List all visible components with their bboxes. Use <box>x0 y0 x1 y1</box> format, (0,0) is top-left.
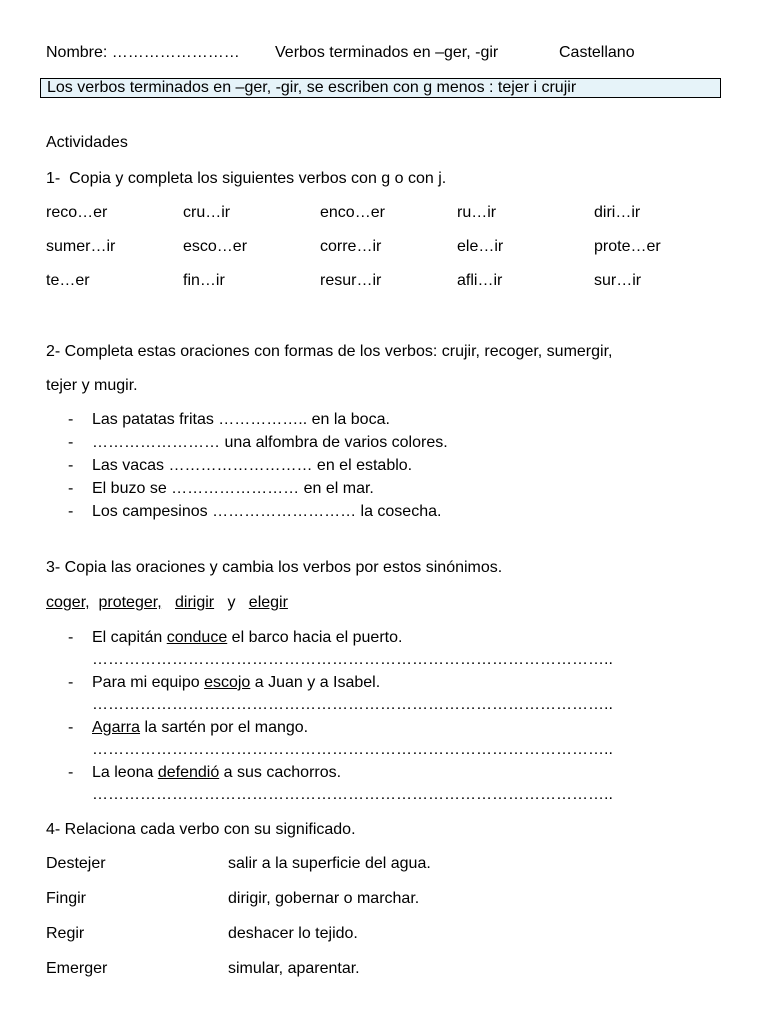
sentence-before: La leona <box>92 764 158 781</box>
sentence-before: Para mi equipo <box>92 674 205 691</box>
verb-term: Fingir <box>46 890 87 907</box>
sentence-before: El capitán <box>92 629 167 646</box>
subject-label: Castellano <box>559 44 635 61</box>
rule-box: Los verbos terminados en –ger, -gir, se escriben con g menos : tejer i crujir <box>40 78 721 98</box>
verb-blank-item: enco…er <box>320 204 385 221</box>
verb-blank-item: te…er <box>46 272 90 289</box>
worksheet-title: Verbos terminados en –ger, -gir <box>275 44 499 61</box>
list-bullet: - <box>68 480 74 497</box>
dotted-answer-line: …………………………………………………………………………………….. <box>92 786 613 803</box>
verb-term: Regir <box>46 925 85 942</box>
verb-blank-item: prote…er <box>594 238 661 255</box>
activity-2-instruction-line1: 2- Completa estas oraciones con formas de los verbos: crujir, recoger, sumergir, <box>46 343 613 360</box>
activity-1-instruction <box>46 169 446 189</box>
sentence-item <box>92 628 402 648</box>
sentence-item: …………………… una alfombra de varios colores. <box>92 434 448 451</box>
verb-blank-item: cru…ir <box>183 204 231 221</box>
verb-blank-item: sur…ir <box>594 272 642 289</box>
sentence-item <box>92 673 380 693</box>
underlined-verb: escojo <box>204 674 251 691</box>
synonym-word: elegir <box>248 594 288 611</box>
underlined-verb: conduce <box>166 629 228 646</box>
sentence-item: Los campesinos ……………………… la cosecha. <box>92 503 442 520</box>
list-bullet: - <box>68 503 74 520</box>
list-bullet: - <box>68 629 74 646</box>
synonym-connector: y <box>227 594 236 611</box>
activity-1-text: Copia y completa los siguientes verbos con g o con j. <box>69 170 447 187</box>
verb-blank-item: reco…er <box>46 204 108 221</box>
activities-heading: Actividades <box>46 134 128 151</box>
verb-blank-item: resur…ir <box>320 272 382 289</box>
list-bullet: - <box>68 719 74 736</box>
sentence-after: la sartén por el mango. <box>140 719 309 736</box>
sentence-after: el barco hacia el puerto. <box>227 629 403 646</box>
underlined-verb: defendió <box>157 764 220 781</box>
dotted-answer-line: …………………………………………………………………………………….. <box>92 651 613 668</box>
verb-blank-item: afli…ir <box>457 272 503 289</box>
activity-2-instruction-line2: tejer y mugir. <box>46 377 138 394</box>
activity-3-instruction: 3- Copia las oraciones y cambia los verbos por estos sinónimos. <box>46 559 503 576</box>
list-bullet: - <box>68 434 74 451</box>
sentence-item <box>92 763 341 783</box>
verb-meaning: deshacer lo tejido. <box>228 925 358 942</box>
dotted-answer-line: …………………………………………………………………………………….. <box>92 741 613 758</box>
dotted-answer-line: …………………………………………………………………………………….. <box>92 696 613 713</box>
activity-4-instruction: 4- Relaciona cada verbo con su significado. <box>46 821 356 838</box>
sentence-item <box>92 718 308 738</box>
sentence-item: El buzo se …………………… en el mar. <box>92 480 374 497</box>
verb-term: Emerger <box>46 960 108 977</box>
synonym-word: coger, <box>46 594 90 611</box>
activity-1-number: 1- <box>46 170 61 187</box>
sentence-item: Las vacas ……………………… en el establo. <box>92 457 413 474</box>
underlined-verb: Agarra <box>92 719 141 736</box>
verb-blank-item: sumer…ir <box>46 238 116 255</box>
verb-blank-item: esco…er <box>183 238 248 255</box>
synonym-list <box>46 593 288 613</box>
list-bullet: - <box>68 411 74 428</box>
verb-meaning: salir a la superficie del agua. <box>228 855 431 872</box>
sentence-after: a Juan y a Isabel. <box>250 674 381 691</box>
synonym-word: proteger, <box>98 594 162 611</box>
verb-blank-item: ele…ir <box>457 238 504 255</box>
verb-meaning: dirigir, gobernar o marchar. <box>228 890 420 907</box>
name-field: Nombre: …………………… <box>46 44 240 61</box>
list-bullet: - <box>68 457 74 474</box>
sentence-item: Las patatas fritas …………….. en la boca. <box>92 411 390 428</box>
list-bullet: - <box>68 764 74 781</box>
verb-term: Destejer <box>46 855 106 872</box>
verb-blank-item: ru…ir <box>457 204 497 221</box>
verb-meaning: simular, aparentar. <box>228 960 360 977</box>
synonym-word: dirigir <box>174 594 215 611</box>
sentence-after: a sus cachorros. <box>219 764 342 781</box>
verb-blank-item: corre…ir <box>320 238 382 255</box>
verb-blank-item: diri…ir <box>594 204 641 221</box>
verb-blank-item: fin…ir <box>183 272 225 289</box>
list-bullet: - <box>68 674 74 691</box>
